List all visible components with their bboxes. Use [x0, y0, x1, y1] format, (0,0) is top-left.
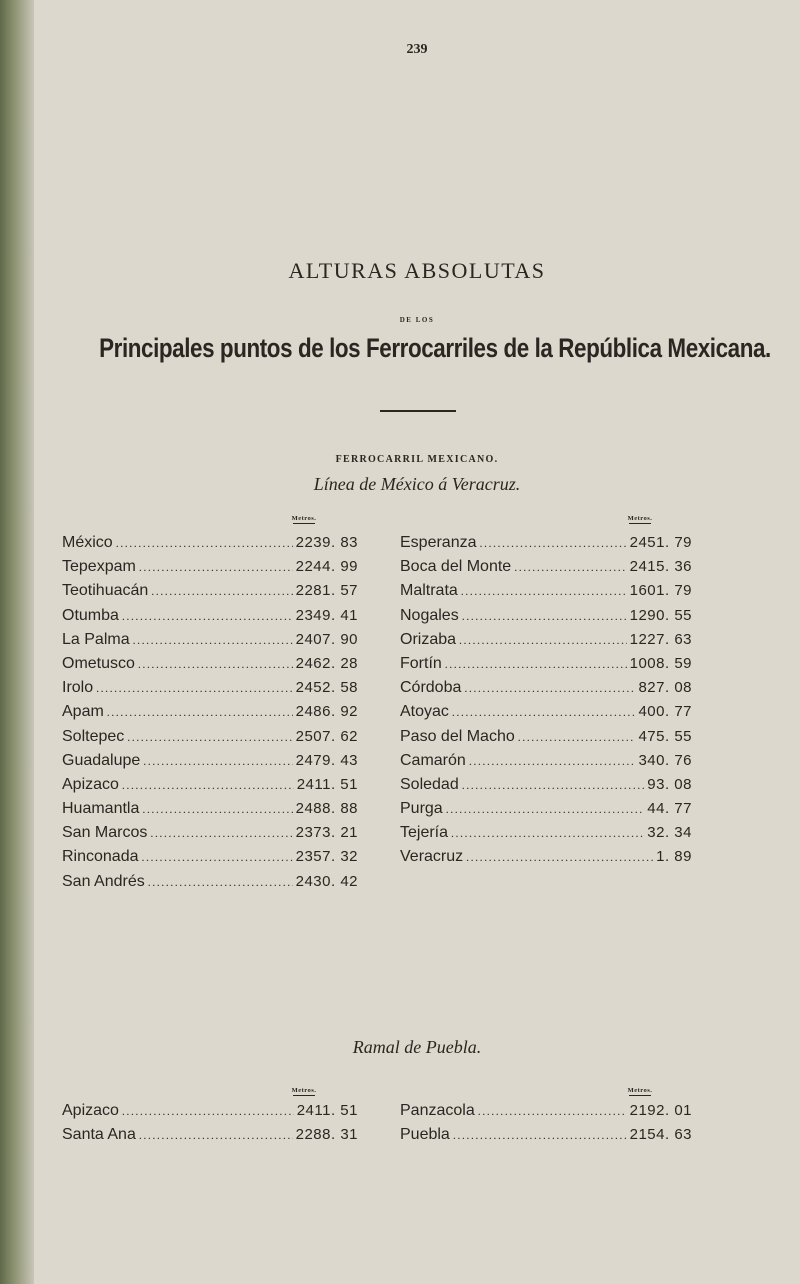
station-name: Puebla	[400, 1126, 450, 1144]
station-name: Apam	[62, 703, 104, 721]
document-page	[34, 0, 800, 1284]
station-name: Paso del Macho	[400, 727, 515, 745]
station-name: Apizaco	[62, 1102, 119, 1119]
altitude-value: 2486. 92	[295, 703, 358, 721]
dot-leader	[459, 633, 627, 648]
station-row	[400, 631, 692, 655]
altitude-value: 475. 55	[638, 727, 692, 745]
altitude-value: 2411. 51	[296, 1102, 358, 1119]
dot-leader	[453, 1128, 627, 1143]
station-name: Panzacola	[400, 1102, 475, 1119]
station-row	[400, 655, 692, 679]
branch-title: Ramal de Puebla.	[352, 1037, 482, 1057]
altitude-value: 2462. 28	[295, 654, 358, 672]
dot-leader	[122, 778, 294, 793]
altitude-value: 1290. 55	[629, 606, 692, 624]
main-heading: Principales puntos de los Ferrocarriles de la República Mexicana.	[99, 333, 771, 363]
dot-leader	[138, 657, 293, 672]
dot-leader	[480, 536, 627, 551]
station-row	[62, 776, 358, 800]
altitude-value: 1008. 59	[629, 654, 692, 672]
station-row	[400, 1126, 692, 1150]
dot-leader	[518, 730, 636, 745]
dot-leader	[445, 657, 627, 672]
altitude-value: 2154. 63	[629, 1126, 692, 1144]
station-row	[62, 534, 358, 558]
dot-leader	[116, 536, 293, 551]
station-row	[62, 655, 358, 679]
page-title: ALTURAS ABSOLUTAS	[288, 258, 546, 283]
page-number: 239	[406, 42, 428, 57]
station-row	[400, 1102, 692, 1126]
dot-leader	[462, 778, 645, 793]
station-row	[400, 728, 692, 752]
altitude-value: 1227. 63	[629, 630, 692, 648]
station-name: Rinconada	[62, 848, 139, 866]
dot-leader	[461, 584, 627, 599]
dot-leader	[139, 560, 293, 575]
station-row	[400, 534, 692, 558]
station-row	[400, 824, 692, 848]
altitude-value: 2451. 79	[629, 534, 692, 551]
dot-leader	[107, 705, 293, 720]
station-name: Fortín	[400, 654, 442, 672]
altitude-value: 32. 34	[647, 824, 692, 842]
station-name: Irolo	[62, 679, 94, 697]
dot-leader	[142, 850, 293, 865]
station-row	[400, 679, 692, 703]
altitude-value: 2488. 88	[295, 800, 358, 818]
station-name: Córdoba	[400, 679, 462, 697]
dot-leader	[466, 850, 653, 865]
branch-unit-label-right: Metros.	[618, 1087, 662, 1096]
station-name: Huamantla	[62, 800, 140, 818]
station-name: Esperanza	[400, 534, 477, 551]
station-name: Orizaba	[400, 630, 457, 648]
altitude-value: 2507. 62	[295, 727, 358, 745]
altitude-value: 93. 08	[647, 775, 692, 793]
dot-leader	[514, 560, 626, 575]
station-name: Camarón	[400, 751, 466, 769]
station-row	[62, 728, 358, 752]
dot-leader	[142, 802, 292, 817]
station-row	[400, 582, 692, 606]
station-name: La Palma	[62, 630, 130, 648]
unit-label-right: Metros.	[618, 515, 662, 524]
station-row	[62, 1102, 358, 1126]
station-row	[62, 873, 358, 897]
dot-leader	[464, 681, 635, 696]
line-title: Línea de México á Veracruz.	[313, 474, 521, 494]
company-heading: FERROCARRIL MEXICANO.	[335, 454, 499, 465]
dot-leader	[127, 730, 292, 745]
station-name: Veracruz	[400, 848, 464, 866]
dot-leader	[150, 826, 292, 841]
station-row	[400, 752, 692, 776]
altitude-value: 2411. 51	[296, 775, 358, 793]
station-name: Santa Ana	[62, 1126, 136, 1144]
altitude-value: 2239. 83	[295, 534, 358, 551]
altitude-value: 2192. 01	[629, 1102, 692, 1119]
altitude-value: 2357. 32	[295, 848, 358, 866]
station-name: Maltrata	[400, 582, 458, 600]
unit-label-left: Metros.	[282, 515, 326, 524]
subtitle: DE LOS	[399, 316, 435, 324]
altitude-value: 2244. 99	[295, 558, 358, 576]
station-name: Teotihuacán	[62, 582, 149, 600]
station-row	[62, 607, 358, 631]
station-row	[62, 800, 358, 824]
dot-leader	[469, 754, 636, 769]
altitude-value: 2430. 42	[295, 872, 358, 890]
dot-leader	[446, 802, 645, 817]
station-name: Apizaco	[62, 775, 119, 793]
altitude-value: 2415. 36	[629, 558, 692, 576]
station-row	[62, 1126, 358, 1150]
dot-leader	[139, 1128, 293, 1143]
station-name: Tejería	[400, 824, 449, 842]
altitude-value: 400. 77	[638, 703, 692, 721]
station-row	[62, 679, 358, 703]
station-row	[400, 703, 692, 727]
dot-leader	[96, 681, 292, 696]
station-name: San Marcos	[62, 824, 148, 842]
altitude-value: 1601. 79	[629, 582, 692, 600]
dot-leader	[151, 584, 292, 599]
altitude-value: 2407. 90	[295, 630, 358, 648]
dot-leader	[451, 826, 644, 841]
station-name: Tepexpam	[62, 558, 136, 576]
altitude-value: 2373. 21	[295, 824, 358, 842]
altitude-value: 2288. 31	[295, 1126, 358, 1144]
altitude-value: 340. 76	[638, 751, 692, 769]
branch-unit-label-left: Metros.	[282, 1087, 326, 1096]
main-line-right-column	[400, 534, 692, 873]
dot-leader	[452, 705, 636, 720]
altitude-value: 827. 08	[638, 679, 692, 697]
branch-left-column	[62, 1102, 358, 1150]
branch-right-column	[400, 1102, 692, 1150]
station-row	[62, 582, 358, 606]
station-name: San Andrés	[62, 872, 145, 890]
main-line-left-column	[62, 534, 358, 897]
station-row	[400, 607, 692, 631]
altitude-value: 2452. 58	[295, 679, 358, 697]
dot-leader	[122, 1104, 294, 1119]
station-name: Ometusco	[62, 654, 135, 672]
station-row	[62, 824, 358, 848]
station-row	[62, 558, 358, 582]
station-name: México	[62, 534, 113, 551]
station-row	[62, 703, 358, 727]
station-name: Guadalupe	[62, 751, 141, 769]
station-name: Atoyac	[400, 703, 449, 721]
station-row	[400, 776, 692, 800]
altitude-value: 2479. 43	[295, 751, 358, 769]
station-name: Soltepec	[62, 727, 125, 745]
station-row	[62, 631, 358, 655]
altitude-value: 1. 89	[656, 848, 692, 866]
dot-leader	[462, 609, 627, 624]
station-name: Purga	[400, 800, 443, 818]
dot-leader	[122, 609, 293, 624]
altitude-value: 2281. 57	[295, 582, 358, 600]
dot-leader	[133, 633, 293, 648]
station-row	[400, 558, 692, 582]
dot-leader	[478, 1104, 627, 1119]
station-row	[400, 848, 692, 872]
altitude-value: 2349. 41	[295, 606, 358, 624]
altitude-value: 44. 77	[647, 800, 692, 818]
page-binding-edge	[0, 0, 34, 1284]
station-name: Nogales	[400, 606, 459, 624]
station-name: Soledad	[400, 775, 459, 793]
divider-rule	[380, 410, 456, 412]
station-row	[400, 800, 692, 824]
station-row	[62, 752, 358, 776]
dot-leader	[148, 875, 293, 890]
station-name: Otumba	[62, 606, 119, 624]
dot-leader	[143, 754, 292, 769]
station-name: Boca del Monte	[400, 558, 512, 576]
station-row	[62, 848, 358, 872]
